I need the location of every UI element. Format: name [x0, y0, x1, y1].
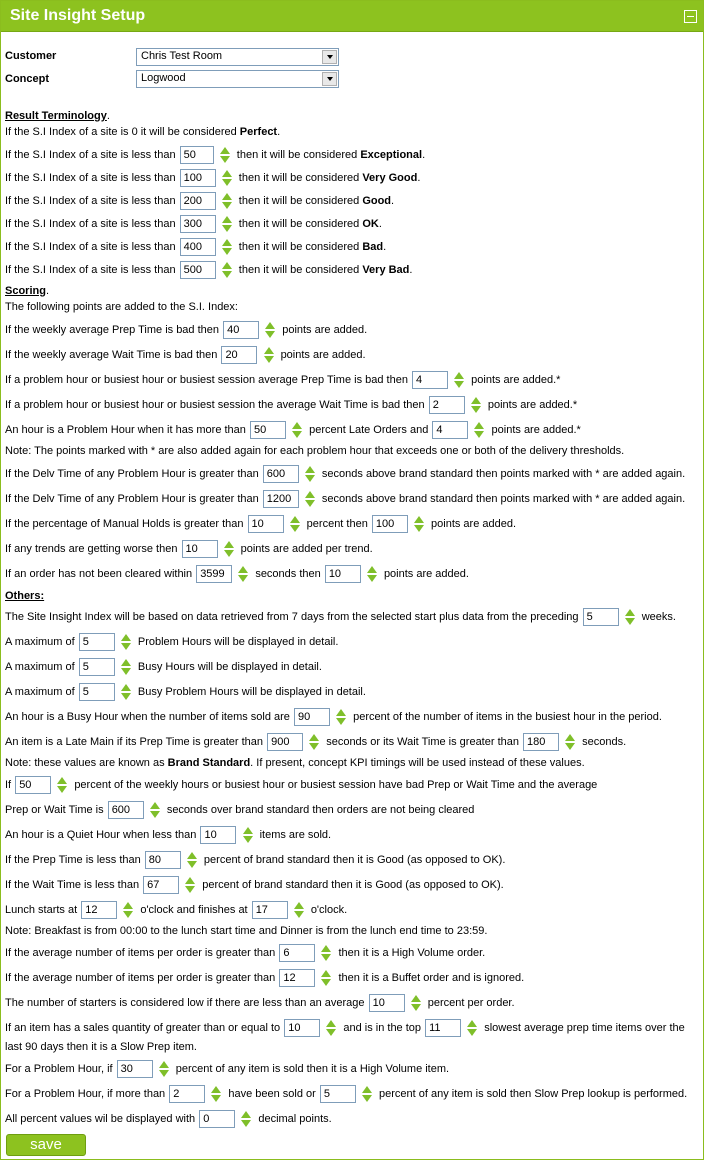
concept-select[interactable] — [136, 70, 339, 88]
max-problem-input[interactable]: 5 — [79, 633, 115, 651]
spinner-icon[interactable] — [222, 262, 233, 278]
terminology-row: If the S.I Index of a site is less than 300 then it will be considered OK. — [5, 215, 382, 233]
wait-good-row: If the Wait Time is less than 67 percent of brand standard then it is Good (as opposed to OK). — [5, 876, 504, 894]
spinner-icon[interactable] — [187, 852, 198, 868]
collapse-icon[interactable] — [684, 10, 697, 23]
problem-slow-percent-input[interactable]: 5 — [320, 1085, 356, 1103]
scoring-note: Note: The points marked with * are also added again for each problem hour that exceeds one or both of the delivery thresholds. — [5, 445, 625, 457]
busy-hour-input[interactable]: 90 — [294, 708, 330, 726]
trends-input[interactable]: 10 — [182, 540, 218, 558]
spinner-icon[interactable] — [238, 566, 249, 582]
spinner-icon[interactable] — [243, 827, 254, 843]
prep-time-row: If the weekly average Prep Time is bad then 40 points are added. — [5, 321, 367, 339]
quiet-hour-input[interactable]: 10 — [200, 826, 236, 844]
spinner-icon[interactable] — [305, 466, 316, 482]
threshold-input[interactable]: 200 — [180, 192, 216, 210]
spinner-icon[interactable] — [222, 193, 233, 209]
spinner-icon[interactable] — [454, 372, 465, 388]
spinner-icon[interactable] — [294, 902, 305, 918]
spinner-icon[interactable] — [211, 1086, 222, 1102]
delv-threshold-input[interactable]: 1200 — [263, 490, 299, 508]
late-orders-input[interactable]: 50 — [250, 421, 286, 439]
prep-points-input[interactable]: 40 — [223, 321, 259, 339]
problem-hour-points-input[interactable]: 4 — [432, 421, 468, 439]
customer-select-value: Chris Test Room — [141, 50, 223, 62]
problem-wait-input[interactable]: 2 — [429, 396, 465, 414]
spinner-icon[interactable] — [336, 709, 347, 725]
terminology-row: If the S.I Index of a site is less than 50 then it will be considered Exceptional. — [5, 146, 425, 164]
spinner-icon[interactable] — [222, 216, 233, 232]
problem-hv-input[interactable]: 30 — [117, 1060, 153, 1078]
starters-input[interactable]: 10 — [369, 994, 405, 1012]
others-heading: Others: — [5, 590, 45, 602]
late-main-wait-input[interactable]: 180 — [523, 733, 559, 751]
terminology-row: If the S.I Index of a site is less than 100 then it will be considered Very Good. — [5, 169, 420, 187]
max-busy-row: A maximum of 5 Busy Hours will be displayed in detail. — [5, 658, 322, 676]
save-button[interactable]: save — [6, 1134, 86, 1156]
weeks-input[interactable]: 5 — [583, 608, 619, 626]
problem-slow-prep-row: For a Problem Hour, if more than 2 have been sold or 5 percent of any item is sold then Slow Prep lookup is performed. — [5, 1085, 687, 1103]
threshold-input[interactable]: 500 — [180, 261, 216, 279]
slow-prep-qty-input[interactable]: 10 — [284, 1019, 320, 1037]
lunch-row: Lunch starts at 12 o'clock and finishes at 17 o'clock. — [5, 901, 347, 919]
spinner-icon[interactable] — [159, 1061, 170, 1077]
high-volume-row: If the average number of items per order is greater than 6 then it is a High Volume order. — [5, 944, 485, 962]
chevron-down-icon[interactable] — [322, 72, 337, 86]
spinner-icon[interactable] — [565, 734, 576, 750]
customer-select[interactable] — [136, 48, 339, 66]
wait-good-input[interactable]: 67 — [143, 876, 179, 894]
spinner-icon[interactable] — [290, 516, 301, 532]
slow-prep-row: If an item has a sales quantity of greater than or equal to 10 and is in the top 11 slowest average prep time items over the — [5, 1019, 685, 1037]
problem-hour-row: An hour is a Problem Hour when it has more than 50 percent Late Orders and 4 points are added.* — [5, 421, 581, 439]
delv-threshold-input[interactable]: 600 — [263, 465, 299, 483]
spinner-icon[interactable] — [224, 541, 235, 557]
late-main-prep-input[interactable]: 900 — [267, 733, 303, 751]
decimals-row: All percent values wil be displayed with 0 decimal points. — [5, 1110, 332, 1128]
spinner-icon[interactable] — [123, 902, 134, 918]
spinner-icon[interactable] — [264, 347, 275, 363]
trends-row: If any trends are getting worse then 10 points are added per trend. — [5, 540, 373, 558]
max-problem-row: A maximum of 5 Problem Hours will be displayed in detail. — [5, 633, 338, 651]
problem-slow-count-input[interactable]: 2 — [169, 1085, 205, 1103]
quiet-hour-row: An hour is a Quiet Hour when less than 10 items are sold. — [5, 826, 331, 844]
scoring-intro: The following points are added to the S.I. Index: — [5, 301, 238, 313]
panel-titlebar — [1, 1, 703, 32]
cleared-seconds-input[interactable]: 3599 — [196, 565, 232, 583]
spinner-icon[interactable] — [321, 945, 332, 961]
busy-hour-row: An hour is a Busy Hour when the number of items sold are 90 percent of the number of items in the busiest hour in the period. — [5, 708, 662, 726]
scoring-heading: Scoring. — [5, 285, 50, 297]
index-weeks-row: The Site Insight Index will be based on data retrieved from 7 days from the selected start plus data from the preceding 5 weeks. — [5, 608, 676, 626]
spinner-icon[interactable] — [367, 566, 378, 582]
manual-holds-points-input[interactable]: 100 — [372, 515, 408, 533]
spinner-icon[interactable] — [121, 634, 132, 650]
buffet-input[interactable]: 12 — [279, 969, 315, 987]
spinner-icon[interactable] — [309, 734, 320, 750]
spinner-icon[interactable] — [265, 322, 276, 338]
max-busy-problem-input[interactable]: 5 — [79, 683, 115, 701]
spinner-icon[interactable] — [326, 1020, 337, 1036]
spinner-icon[interactable] — [150, 802, 161, 818]
spinner-icon[interactable] — [411, 995, 422, 1011]
threshold-input[interactable]: 50 — [180, 146, 214, 164]
concept-label: Concept — [5, 73, 49, 85]
customer-label: Customer — [5, 50, 57, 62]
problem-prep-row: If a problem hour or busiest hour or busiest session average Prep Time is bad then 4 points are added.* — [5, 371, 560, 389]
spinner-icon[interactable] — [121, 659, 132, 675]
bad-percent-row: If 50 percent of the weekly hours or busiest hour or busiest session have bad Prep or Wait Time and the average — [5, 776, 597, 794]
delv-row-1: If the Delv Time of any Problem Hour is greater than 600 seconds above brand standard then points marked with * are added again. — [5, 465, 685, 483]
starters-row: The number of starters is considered low if there are less than an average 10 percent per order. — [5, 994, 515, 1012]
spinner-icon[interactable] — [222, 170, 233, 186]
spinner-icon[interactable] — [305, 491, 316, 507]
high-volume-input[interactable]: 6 — [279, 944, 315, 962]
terminology-row: If the S.I Index of a site is less than 500 then it will be considered Very Bad. — [5, 261, 412, 279]
manual-holds-row: If the percentage of Manual Holds is greater than 10 percent then 100 points are added. — [5, 515, 516, 533]
chevron-down-icon[interactable] — [322, 50, 337, 64]
spinner-icon[interactable] — [467, 1020, 478, 1036]
spinner-icon[interactable] — [414, 516, 425, 532]
spinner-icon[interactable] — [471, 397, 482, 413]
manual-holds-input[interactable]: 10 — [248, 515, 284, 533]
max-busy-input[interactable]: 5 — [79, 658, 115, 676]
problem-prep-input[interactable]: 4 — [412, 371, 448, 389]
over-standard-input[interactable]: 600 — [108, 801, 144, 819]
threshold-input[interactable]: 400 — [180, 238, 216, 256]
problem-high-volume-row: For a Problem Hour, if 30 percent of any item is sold then it is a High Volume item. — [5, 1060, 449, 1078]
not-cleared-row: If an order has not been cleared within 3599 seconds then 10 points are added. — [5, 565, 469, 583]
wait-points-input[interactable]: 20 — [221, 346, 257, 364]
threshold-input[interactable]: 300 — [180, 215, 216, 233]
spinner-icon[interactable] — [321, 970, 332, 986]
terminology-row: If the S.I Index of a site is less than 400 then it will be considered Bad. — [5, 238, 386, 256]
spinner-icon[interactable] — [121, 684, 132, 700]
delv-row-2: If the Delv Time of any Problem Hour is greater than 1200 seconds above brand standard then points marked with * are added again. — [5, 490, 685, 508]
spinner-icon[interactable] — [185, 877, 196, 893]
spinner-icon[interactable] — [474, 422, 485, 438]
spinner-icon[interactable] — [220, 147, 231, 163]
spinner-icon[interactable] — [241, 1111, 252, 1127]
meal-times-note: Note: Breakfast is from 00:00 to the lunch start time and Dinner is from the lunch end time to 23:59. — [5, 925, 488, 937]
spinner-icon[interactable] — [625, 609, 636, 625]
slow-prep-top-input[interactable]: 11 — [425, 1019, 461, 1037]
problem-wait-row: If a problem hour or busiest hour or busiest session the average Wait Time is bad then 2 points are added.* — [5, 396, 577, 414]
buffet-row: If the average number of items per order is greater than 12 then it is a Buffet order and is ignored. — [5, 969, 524, 987]
wait-time-row: If the weekly average Wait Time is bad then 20 points are added. — [5, 346, 366, 364]
concept-select-value: Logwood — [141, 72, 186, 84]
spinner-icon[interactable] — [57, 777, 68, 793]
slow-prep-row-cont: last 90 days then it is a Slow Prep item. — [5, 1041, 197, 1053]
max-busy-problem-row: A maximum of 5 Busy Problem Hours will be displayed in detail. — [5, 683, 366, 701]
spinner-icon[interactable] — [222, 239, 233, 255]
spinner-icon[interactable] — [292, 422, 303, 438]
perfect-row: If the S.I Index of a site is 0 it will be considered Perfect. — [5, 126, 281, 138]
cleared-points-input[interactable]: 10 — [325, 565, 361, 583]
brand-standard-note: Note: these values are known as Brand Standard. If present, concept KPI timings will be used instead of these values. — [5, 757, 585, 769]
bad-percent-input[interactable]: 50 — [15, 776, 51, 794]
result-terminology-heading: Result Terminology. — [5, 110, 110, 122]
prep-good-input[interactable]: 80 — [145, 851, 181, 869]
late-main-row: An item is a Late Main if its Prep Time is greater than 900 seconds or its Wait Time is greater than 180 seconds. — [5, 733, 626, 751]
not-cleared-seconds-row: Prep or Wait Time is 600 seconds over brand standard then orders are not being cleared — [5, 801, 474, 819]
lunch-start-input[interactable]: 12 — [81, 901, 117, 919]
lunch-end-input[interactable]: 17 — [252, 901, 288, 919]
threshold-input[interactable]: 100 — [180, 169, 216, 187]
spinner-icon[interactable] — [362, 1086, 373, 1102]
terminology-row: If the S.I Index of a site is less than 200 then it will be considered Good. — [5, 192, 394, 210]
panel-title: Site Insight Setup — [10, 7, 146, 24]
prep-good-row: If the Prep Time is less than 80 percent of brand standard then it is Good (as opposed to OK). — [5, 851, 505, 869]
decimals-input[interactable]: 0 — [199, 1110, 235, 1128]
